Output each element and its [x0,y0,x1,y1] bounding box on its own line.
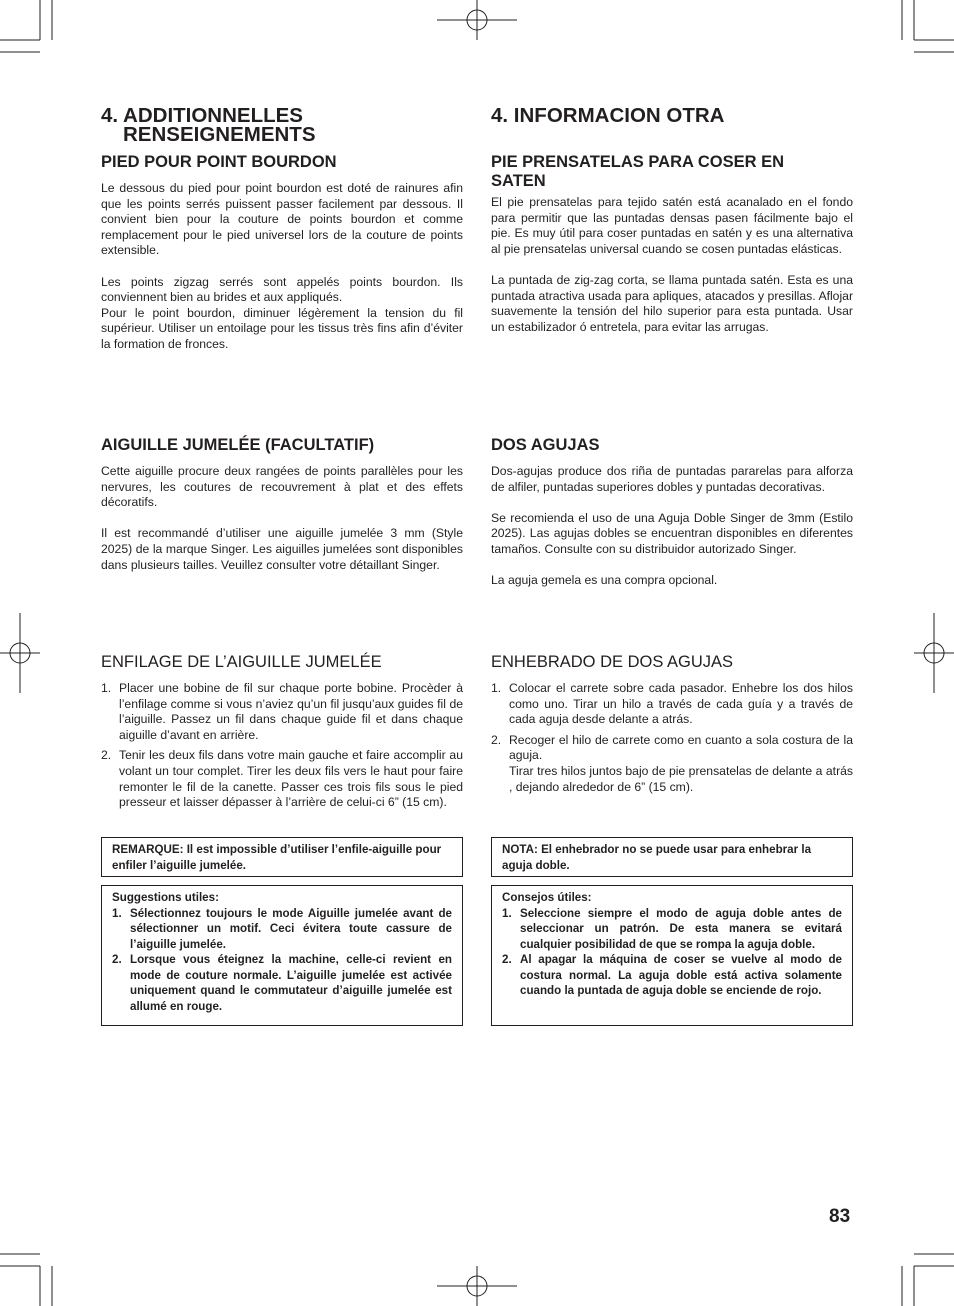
fr-satin-foot-text [101,181,463,353]
fr-note-text: REMARQUE: Il est impossible d’utiliser l’enfile-aiguille pour enfiler l’aiguille jumelée. [112,843,442,872]
fr-tips-box [101,885,463,1026]
list-item: 1. Seleccione siempre el modo de aguja doble antes de seleccionar un patrón. De esta manera se evitará cualquier posibilidad de que se rompa la aguja doble. [502,906,842,951]
es-page-title: 4. INFORMACION OTRA [491,104,725,127]
list-item: 2. Recoger el hilo de carrete como en cuanto a sola costura de la aguja. Tirar tres hilos juntos bajo de pie prensatelas de delante a atrás , dejando alrededor de 6” (15 cm). [491,732,853,794]
fr-threading-steps [101,681,463,816]
list-item: 1. Sélectionnez toujours le mode Aiguille jumelée avant de sélectionner un motif. Ceci évitera toute cassure de l’aiguille jumelée. [112,906,452,951]
es-twin-needle-p3: La aguja gemela es una compra opcional. [491,573,718,588]
es-tips-title: Consejos útiles: [502,891,592,904]
fr-twin-needle-text [101,464,463,573]
es-satin-foot-text [491,195,853,335]
fr-page-title: 4. ADDITIONNELLES RENSEIGNEMENTS [101,104,316,146]
fr-tips-title: Suggestions utiles: [112,891,219,904]
fr-satin-foot-p1: Le dessous du pied pour point bourdon est doté de rainures afin que les points serrés puissent passer facilement par dessous. Il convient bien pour la couture de points bourdon et comme remplacement pour le pied universel lors de la couture de points extensible. [101,181,463,258]
fr-heading-twin-needle: AIGUILLE JUMELÉE (FACULTATIF) [101,436,375,454]
es-twin-needle-p2: Se recomienda el uso de una Aguja Doble Singer de 3mm (Estilo 2025). Las agujas dobles se encuentran disponibles en diferentes tamaños. Consulte con su distribuidor autorizado Singer. [491,510,853,556]
es-heading-twin-needle: DOS AGUJAS [491,436,600,454]
list-item: 2. Al apagar la máquina de coser se vuelve al modo de costura normal. La aguja doble está activa solamente cuando la puntada de aguja doble se enciende de rojo. [502,953,842,997]
es-twin-needle-text [491,464,853,589]
fr-twin-needle-p2: Il est recommandé d’utiliser une aiguille jumelée 3 mm (Style 2025) de la marque Singer. Les aiguilles jumelées sont disponibles dans plusieurs tailles. Veuillez consulter votre détaillant Singer. [101,526,463,572]
es-heading-threading: ENHEBRADO DE DOS AGUJAS [491,653,734,671]
fr-twin-needle-p1: Cette aiguille procure deux rangées de points parallèles pour les nervures, les coutures de recouvrement à plat et des effets décoratifs. [101,464,463,510]
es-threading-steps [491,681,853,800]
fr-heading-satin-foot: PIED POUR POINT BOURDON [101,153,337,171]
es-tips-list [502,906,842,999]
list-item: 1. Colocar el carrete sobre cada pasador. Enhebre los dos hilos como uno. Tirar un hilo a través de cada guía y a través de cada aguja desde delante a atrás. [491,681,853,727]
list-item: 2. Tenir les deux fils dans votre main gauche et faire accomplir au volant un tour complet. Tirer les deux fils vers le haut pour faire remonter le fil de la canette. Passer ces trois fils sous le pied presseur et laisser dépasser à l’arrière de celui-ci 6” (15 cm). [101,748,463,810]
list-item: 2. Lorsque vous éteignez la machine, celle-ci revient en mode de couture normale. L’aiguille jumelée est activée uniquement quand le commutateur d’aiguille jumelée est allumé en rouge. [112,953,452,1013]
es-twin-needle-p1: Dos-agujas produce dos riña de puntadas pararelas para alforza de alfiler, puntadas superiores dobles y puntadas decorativas. [491,464,853,494]
es-note-text: NOTA: El enhebrador no se puede usar para enhebrar la aguja doble. [502,843,812,872]
fr-tips-list [112,906,452,1015]
es-heading-satin-foot: PIE PRENSATELAS PARA COSER EN SATEN [491,153,785,190]
es-satin-foot-p2: La puntada de zig-zag corta, se llama puntada satén. Esta es una puntada atractiva usada para apliques, atacados y presillas. Aflojar suavemente la tensión del hilo superior para esta puntada. Usar un estabilizador ó entretela, para evitar las arrugas. [491,272,853,334]
fr-satin-foot-p2a: Les points zigzag serrés sont appelés points bourdon. Ils conviennent bien au brides et aux appliqués. [101,274,463,305]
page-number: 83 [829,1206,851,1227]
fr-note-box [101,837,463,877]
es-note-box [491,837,853,877]
es-satin-foot-p1: El pie prensatelas para tejido satén está acanalado en el fondo para permitir que las puntadas densas pasen fácilmente bajo el pie. Es muy útil para coser puntadas en satén y es una alternativa al pie prensatelas universal cuando se cosen puntadas elásticas. [491,195,853,256]
es-tips-box [491,885,853,1026]
fr-satin-foot-p2b: Pour le point bourdon, diminuer légèrement la tension du fil supérieur. Utiliser un entoilage pour les tissus très fins afin d’éviter la formation de fronces. [101,305,463,351]
fr-heading-threading: ENFILAGE DE L’AIGUILLE JUMELÉE [101,653,382,671]
list-item: 1. Placer une bobine de fil sur chaque porte bobine. Procèder à l’enfilage comme si vous n’aviez qu’un fil jusqu’aux guides fil de l’aiguille. Passez un fil dans chaque guide fil et dans chaque aiguille d’avant en arrière. [101,681,463,742]
